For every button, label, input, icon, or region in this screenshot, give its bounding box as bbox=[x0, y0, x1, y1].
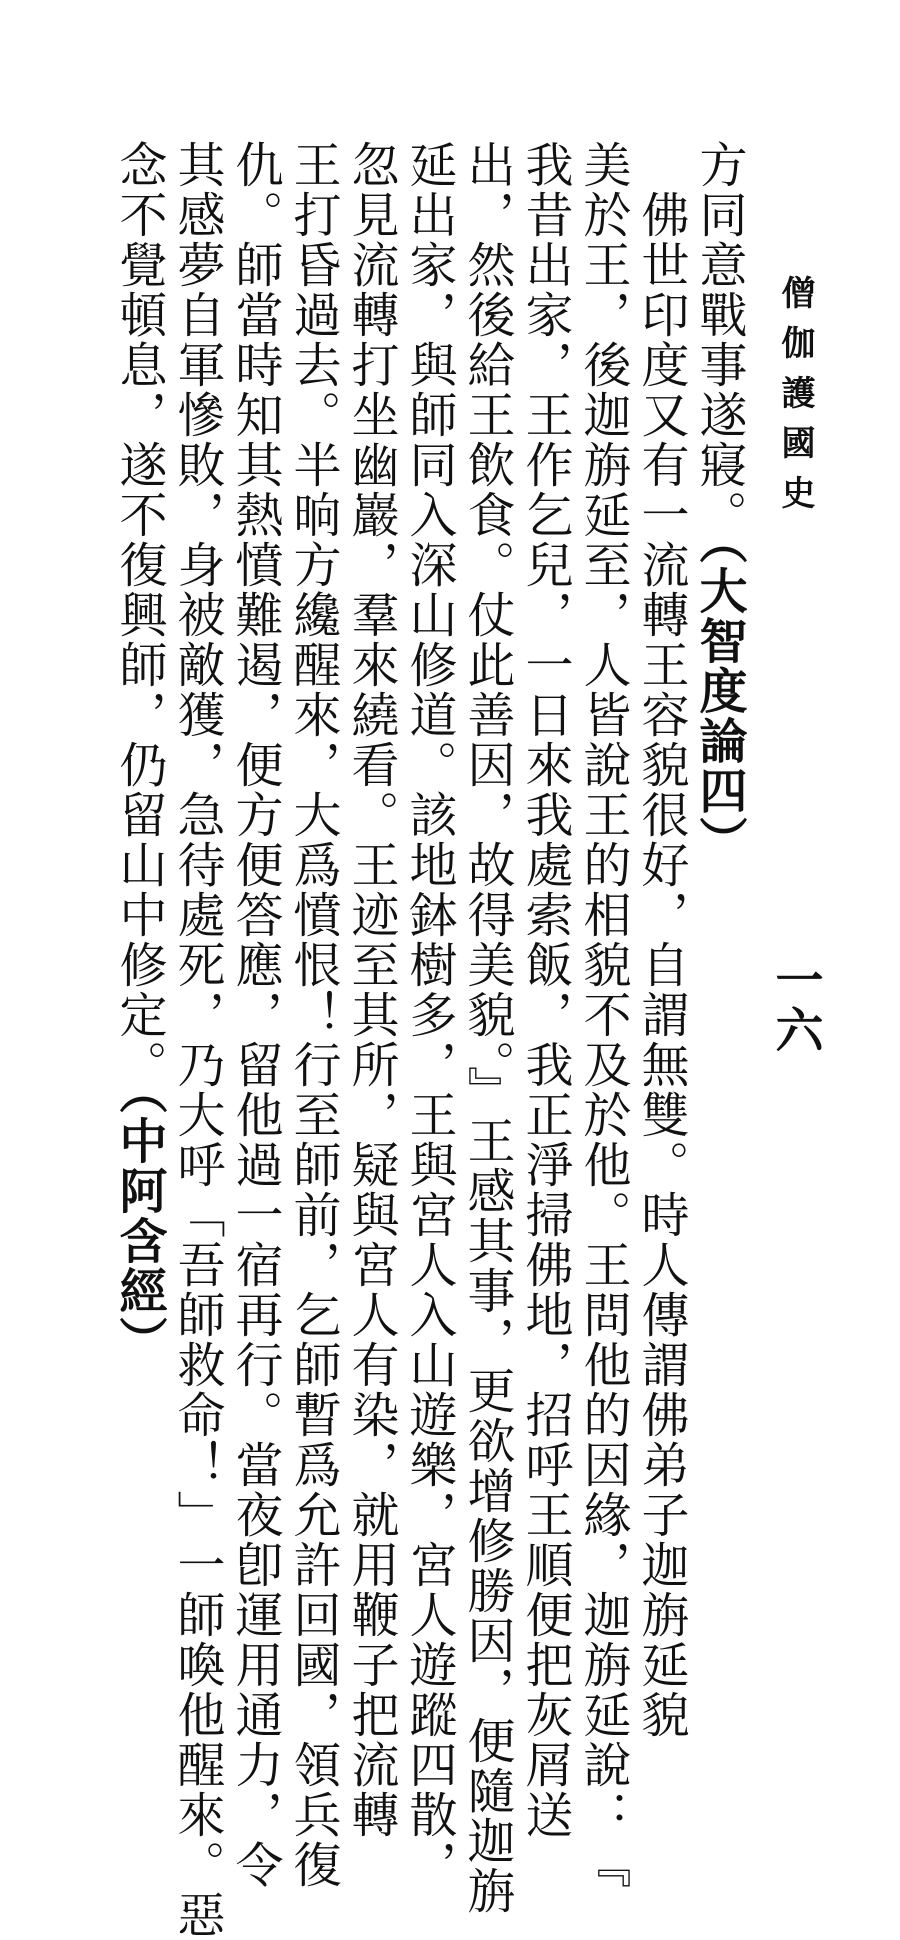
column-text: 念不覺頓息，遂不復興師，仍留山中修定。 bbox=[111, 140, 167, 1090]
running-head-title: 僧伽護國史 bbox=[775, 275, 815, 525]
text-column-6 bbox=[400, 140, 458, 1890]
column-text: 出，然後給王飲食。仗此善因，故得美貌。』王感其事，更欲增修勝因，便隨迦旃 bbox=[459, 140, 515, 1916]
text-column-2 bbox=[632, 140, 690, 1740]
column-text: 延出家，與師同入深山修道。該地鉢樹多，王與宮人入山遊樂，宮人遊蹤四散， bbox=[401, 140, 457, 1890]
column-text: 我昔出家，王作乞兒，一日來我處索飯，我正淨掃佛地，招呼王順便把灰屑送 bbox=[517, 140, 573, 1840]
column-text: 美於王，後迦旃延至，人皆說王的相貌不及於他。王問他的因緣，迦旃延說：『 bbox=[575, 140, 631, 1890]
text-column-3 bbox=[574, 140, 632, 1890]
text-column-5 bbox=[458, 140, 516, 1916]
text-column-8 bbox=[284, 140, 342, 1890]
column-text: 其感夢自軍慘敗，身被敵獲，急待處死，乃大呼「吾師救命！」一師喚他醒來。惡 bbox=[169, 140, 225, 1940]
column-text: 王打昏過去。半晌方纔醒來，大爲憤恨！行至師前，乞師暫爲允許回國，領兵復 bbox=[285, 140, 341, 1890]
text-column-7 bbox=[342, 140, 400, 1840]
column-text: 忽見流轉打坐幽巖，羣來繞看。王迹至其所，疑與宮人有染，就用鞭子把流轉 bbox=[343, 140, 399, 1840]
source-reference: （中阿含經） bbox=[111, 1090, 167, 1366]
column-text: 仇。師當時知其熱憤難遏，便方便答應，留他過一宿再行。當夜卽運用通力，令 bbox=[227, 140, 283, 1890]
text-column-11 bbox=[110, 140, 168, 1366]
source-reference: （大智度論四） bbox=[691, 540, 747, 866]
text-column-10 bbox=[168, 140, 226, 1940]
text-column-1 bbox=[690, 140, 748, 866]
text-column-9 bbox=[226, 140, 284, 1890]
text-column-4 bbox=[516, 140, 574, 1840]
page-number: 一六 bbox=[767, 955, 823, 1055]
column-text: 佛世印度又有一流轉王容貌很好，自謂無雙。時人傳謂佛弟子迦旃延貌 bbox=[633, 190, 689, 1740]
column-text: 方同意戰事遂寢。 bbox=[691, 140, 747, 540]
